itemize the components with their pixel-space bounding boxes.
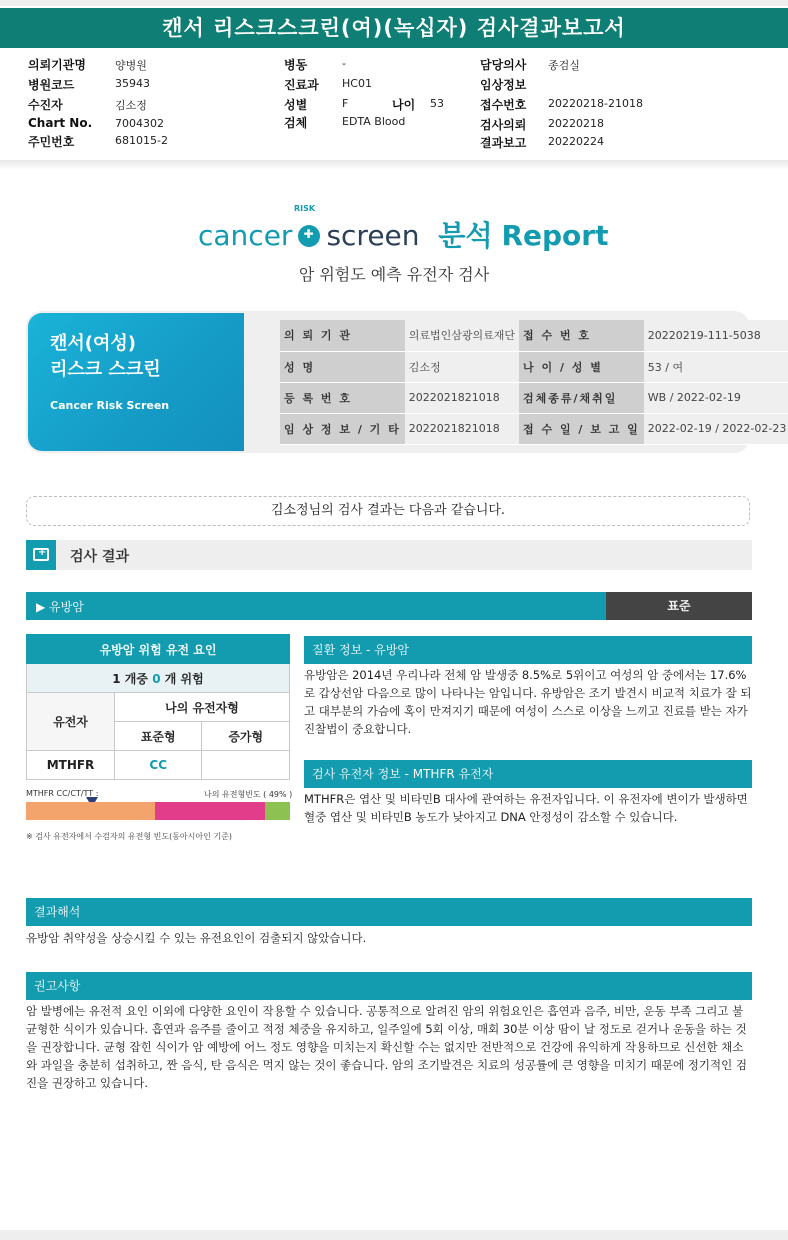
risk-count-pre: 1 개중 — [112, 671, 148, 686]
info-value: 20220219-111-5038 — [644, 320, 788, 351]
table-row — [280, 382, 788, 413]
header-label: 병동 — [284, 58, 308, 72]
frequency-bar-cc — [26, 802, 155, 820]
header-label: 병원코드 — [28, 78, 75, 92]
header-label: 검사의뢰 — [480, 118, 527, 132]
info-label: 접 수 일 / 보 고 일 — [519, 413, 644, 444]
folder-icon — [26, 540, 56, 570]
header-value: 20220218 — [548, 117, 604, 130]
header-value: 김소정 — [115, 99, 147, 112]
card-title-line1: 캔서(여성) — [50, 333, 137, 354]
header-label: 담당의사 — [480, 58, 527, 72]
info-label: 접 수 번 호 — [519, 320, 644, 351]
table-row — [280, 351, 788, 382]
logo-report: Report — [501, 219, 609, 252]
header-divider — [0, 160, 788, 170]
table-row — [280, 413, 788, 444]
header-label: 검체 — [284, 116, 308, 130]
table-row — [27, 693, 290, 722]
genotype-value: CC — [115, 751, 202, 780]
logo-screen: screen — [326, 219, 420, 252]
genotype-column-header: 나의 유전자형 — [115, 693, 290, 722]
header-value: 20220224 — [548, 135, 604, 148]
info-value: 53 / 여 — [644, 351, 788, 382]
header-value: EDTA Blood — [342, 115, 406, 128]
result-notice: 김소정님의 검사 결과는 다음과 같습니다. — [26, 496, 750, 526]
report-title: 캔서 리스크스크린(여)(녹십자) 검사결과보고서 — [0, 8, 788, 48]
logo-circle-icon — [298, 225, 320, 247]
increased-type-header: 증가형 — [202, 722, 290, 751]
info-label: 등 록 번 호 — [280, 382, 405, 413]
header-label: 수진자 — [28, 98, 63, 112]
header-value: F — [342, 97, 349, 110]
logo-risk: RISK — [294, 204, 316, 213]
card-brand-panel — [28, 313, 244, 451]
cancer-result-bar — [26, 592, 752, 620]
info-label: 성 명 — [280, 351, 405, 382]
info-value: 의료법인삼광의료재단 — [405, 320, 519, 351]
logo-cancer: cancer — [198, 219, 293, 252]
header-label: 주민번호 — [28, 135, 75, 149]
frequency-right-label: 나의 유전형빈도 ( 49% ) — [204, 790, 293, 799]
report-subtitle: 암 위험도 예측 유전자 검사 — [298, 265, 490, 284]
info-value: 2022-02-19 / 2022-02-23 — [644, 413, 788, 444]
info-label: 의 뢰 기 관 — [280, 320, 405, 351]
header-label: Chart No. — [28, 116, 93, 130]
patient-header — [0, 50, 788, 168]
header-value: - — [342, 57, 346, 70]
gene-table-title: 유방암 위험 유전 요인 — [27, 635, 290, 664]
info-label: 검체종류/채취일 — [519, 382, 644, 413]
risk-count-post: 개 위험 — [164, 671, 204, 686]
interpretation-text: 유방암 취약성을 상승시킬 수 있는 유전요인이 검출되지 않았습니다. — [26, 931, 367, 945]
top-rule — [0, 0, 788, 6]
header-value: 35943 — [115, 77, 150, 90]
gene-info-text: MTHFR은 엽산 및 비타민B 대사에 관여하는 유전자입니다. 이 유전자에 변이가 발생하면 혈중 엽산 및 비타민B 농도가 낮아지고 DNA 안정성이 감소할 수 있습니다. — [304, 792, 748, 824]
results-section-header — [26, 540, 752, 570]
header-label: 결과보고 — [480, 136, 527, 150]
bottom-rule — [0, 1230, 788, 1240]
standard-type-header: 표준형 — [115, 722, 202, 751]
risk-status-badge: 표준 — [606, 592, 752, 620]
table-row — [27, 635, 290, 664]
info-value: WB / 2022-02-19 — [644, 382, 788, 413]
recommendation-header: 권고사항 — [26, 972, 752, 1000]
gene-name: MTHFR — [27, 751, 115, 780]
table-row — [27, 751, 290, 780]
cancer-name: ▶ 유방암 — [36, 600, 84, 614]
header-value: 종검실 — [548, 59, 580, 72]
table-row — [280, 320, 788, 351]
frequency-footnote: ※ 검사 유전자에서 수검자의 유전형 빈도(동아시아인 기준) — [26, 832, 232, 841]
info-value: 2022021821018 — [405, 413, 519, 444]
interpretation-header: 결과해석 — [26, 898, 752, 926]
info-value: 2022021821018 — [405, 382, 519, 413]
recommendation-text: 암 발병에는 유전적 요인 이외에 다양한 요인이 작용할 수 있습니다. 공통적으로 알려진 암의 위험요인은 흡연과 음주, 비만, 운동 부족 그리고 불균형한 식이가 있습니다. 흡연과 음주를 줄이고 적정 체중을 유지하고, 일주일에 5회 이상, 매회 30분 이상 땀이 날 정도로 걷거나 운동을 하는 것을 권장합니다. 균형 잡힌 식이가 암 예방에 어느 정도 영향을 미치는지 확신할 수는 없지만 전반적으로 건강에 유익하게 작용하므로 신선한 채소와 과일을 충분히 섭취하고, 짠 음식, 탄 음식은 먹지 않는 것이 좋습니다. 암의 조기발견은 치료의 성공률에 큰 영향을 미치기 때문에 정기적인 검진을 권장하고 있습니다. — [26, 1004, 747, 1090]
header-label: 나이 — [392, 98, 416, 112]
header-label: 성별 — [284, 98, 308, 112]
card-title-line2: 리스크 스크린 — [50, 359, 161, 380]
frequency-bar-tt — [265, 802, 290, 820]
frequency-left-label: MTHFR CC/CT/TT : — [26, 789, 99, 798]
patient-info-card — [26, 311, 787, 453]
header-label: 진료과 — [284, 78, 319, 92]
disease-info-header: 질환 정보 - 유방암 — [304, 636, 752, 664]
header-label: 접수번호 — [480, 98, 527, 112]
header-value: HC01 — [342, 77, 372, 90]
card-english-title: Cancer Risk Screen — [50, 399, 170, 412]
header-value: 20220218-21018 — [548, 97, 643, 110]
info-label: 나 이 / 성 별 — [519, 351, 644, 382]
header-value: 53 — [430, 97, 444, 110]
gene-risk-table — [26, 634, 290, 780]
header-label: 의뢰기관명 — [28, 58, 86, 72]
header-value: 7004302 — [115, 117, 164, 130]
header-value: 681015-2 — [115, 134, 168, 147]
cancer-screen-logo — [198, 204, 609, 258]
table-row — [27, 664, 290, 693]
disease-info-text: 유방암은 2014년 우리나라 전체 암 발생중 8.5%로 5위이고 여성의 암 중에서는 17.6%로 갑상선암 다음으로 많이 나타나는 암입니다. 유방암은 조기 발견시 비교적 치료가 잘 되고 대부분의 가슴에 혹이 만져지기 때문에 여성이 스스로 이상을 느끼고 진료를 받는 자가 진찰법이 중요합니다. — [304, 668, 752, 736]
info-label: 임 상 정 보 / 기 타 — [280, 413, 405, 444]
header-value: 양병원 — [115, 59, 147, 72]
header-label: 임상정보 — [480, 78, 527, 92]
risk-count — [27, 664, 290, 693]
gene-column-header: 유전자 — [27, 693, 115, 751]
card-info-table — [280, 320, 788, 445]
gene-info-header: 검사 유전자 정보 - MTHFR 유전자 — [304, 760, 752, 788]
info-value: 김소정 — [405, 351, 519, 382]
increased-type-value — [202, 751, 290, 780]
results-section-title: 검사 결과 — [70, 549, 129, 565]
logo-analysis: 분석 — [438, 219, 493, 252]
risk-count-num: 0 — [152, 671, 161, 686]
frequency-bar-ct — [155, 802, 265, 820]
